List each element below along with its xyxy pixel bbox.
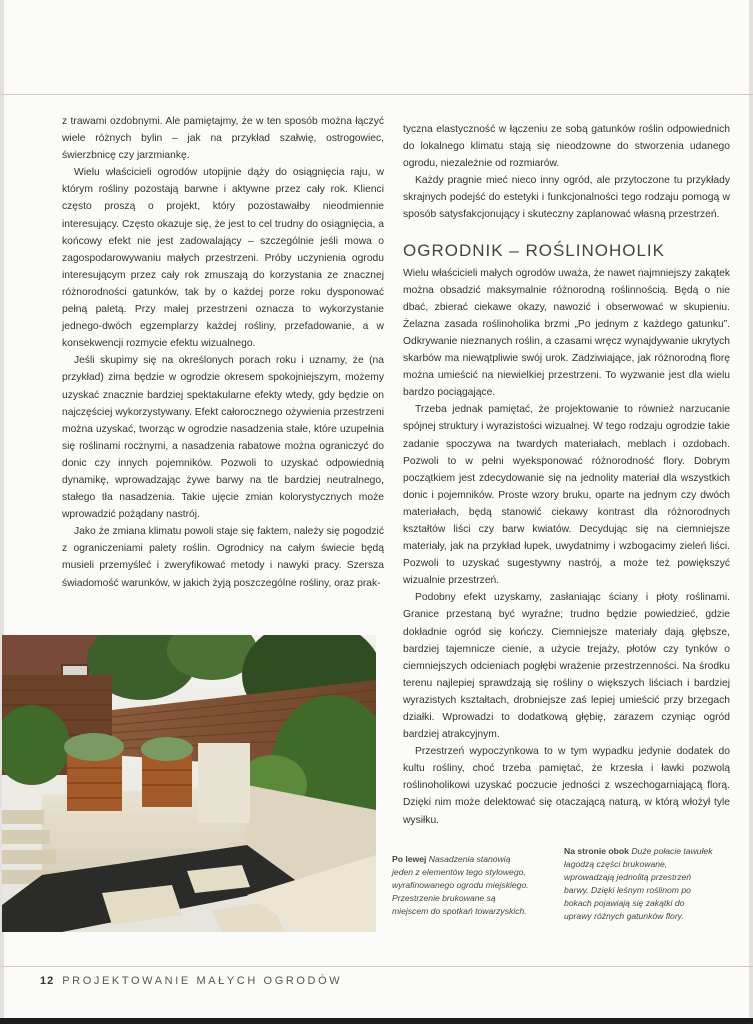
paragraph: tyczna elastyczność w łączeniu ze sobą gatunków roślin odpowiednich do lokalnego klimatu stają się nieodzowne do stworzenia udanego ogrodu, niezależnie od rozmiarów. xyxy=(403,124,730,170)
left-text-column xyxy=(62,113,384,592)
scan-border xyxy=(0,1018,753,1024)
paragraph: Wielu właścicieli ogrodów utopijnie dąży do osiągnięcia raju, w którym rośliny pozostają barwne i aktywne przez cały rok. Klienci często proszą o projekt, który pozostawałby nieodmiennie interesujący. Często okazuje się, że jest to cel trudny do osiągnięcia, a końcowy efekt nie jest zadowalający – szczególnie jeśli mowa o zagospodarowywaniu małych przestrzeni. Próby uczynienia ogrodu interesującym przez cały rok zmuszają do korzystania ze znacznej różnorodności gatunków, tak by o każdej porze roku dysponować pełną paletą. Przy małej przestrzeni oznacza to wykorzystanie jednego-dwóch egzemplarzy każdej rośliny, przefadowanie, a w konsekwencji rozmycie efektu wizualnego. xyxy=(62,167,384,350)
paragraph: Wielu właścicieli małych ogrodów uważa, że nawet najmniejszy zakątek można obsadzić maksymalnie różnorodną roślinnością. Będą o nie dbać, zbierać ciekawe okazy, nawozić i obserwować w skupieniu. Żelazna zasada roślinoholika brzmi „Po jednym z każdego gatunku”. Odkrywanie nieznanych roślin, a czasami wręcz wynajdywanie ukrytych skarbów ma niewątpliwie swój urok. Zadziwiające, jak różnorodną florę można umieścić na niewielkiej przestrzeni. To wyzwanie jest dla wielu bardzo pociągające. xyxy=(403,267,730,399)
paragraph: Trzeba jednak pamiętać, że projektowanie to również narzucanie spójnej struktury i wyrazistości wizualnej. W tego rodzaju ogrodzie takie zadanie spoczywa na twardych materiałach, meblach i ozdobach. Pozwoli to w pełni wyeksponować różnorodność flory. Dobrym początkiem jest zdecydowanie się na jednolity materiał dla wszystkich donic i pojemników. Proste wzory bruku, oparte na jednym czy dwóch materiałach, będą stanowić ciekawy kontrast dla różnorodnych kształtów liści czy barw kwiatów. Decydując się na ciemniejsze materiały, jak na przykład łupek, uwydatnimy i wzbogacimy zieleń liści. Pozwoli to uzyskać sugestywny nastrój, a może też powiększyć wizualnie przestrzeń. xyxy=(403,404,730,587)
paragraph: Przestrzeń wypoczynkowa to w tym wypadku jedynie dodatek do kultu rośliny, choć trzeba pamiętać, że krzesła i ławki pozwolą roślinoholikowi uzyskać poczucie jedności z wszechogarniającą florą. Dzięki nim może delektować się otaczającą naturą, w którą włożył tyle wysiłku. xyxy=(403,746,730,826)
top-rule xyxy=(0,94,753,95)
paragraph: Każdy pragnie mieć nieco inny ogród, ale przytoczone tu przykłady skrajnych podejść do estetyki i funkcjonalności tego rodzaju pomogą w sposób satysfakcjonujący i skuteczny zaplanować własną przestrzeń. xyxy=(403,175,730,221)
photo-caption-right xyxy=(564,845,714,923)
section-heading: OGRODNIK – ROŚLINOHOLIK xyxy=(403,240,665,260)
caption-lead: Po lewej xyxy=(392,854,427,864)
paragraph: Podobny efekt uzyskamy, zasłaniając ściany i płoty roślinami. Granice przestaną być wyraźne; trudno będzie powiedzieć, gdzie dokładnie ogród się kończy. Ciemniejsze materiały dają głębsze, bardziej tajemnicze cienie, a użycie trejaży, płotów czy tynków o ciemniejszych odcieniach pogłębi wrażenie przestrzenności. Na środku terenu najlepiej sprawdzają się rośliny o większych liściach i bardziej wyrazistych kształtach, drobniejsze zaś lepiej umieścić przy brzegach działki. Wprowadzi to dodatkową głębię, zarazem czyniąc ogród bardziej atrakcyjnym. xyxy=(403,592,730,741)
caption-text: Nasadzenia stanowią jeden z elementów tego stylowego, wyrafinowanego ogrodu miejskiego. Przestrzenie brukowane są miejscem do spotkań towarzyskich. xyxy=(392,854,529,916)
paragraph: Jeśli skupimy się na określonych porach roku i uznamy, że (na przykład) zima będzie w ogrodzie okresem spokojniejszym, możemy uzyskać znacznie bardziej spektakularne efekty wtedy, gdy będzie on najczęściej wykorzystywany. Efekt całorocznego ożywienia przestrzeni można uzyskać, tworząc w ogrodzie nasadzenia stałe, które uzupełnia się roślinami rocznymi, a nasadzenia rabatowe można ograniczyć do donic czy innych pojemników. Pozwoli to uzyskać odpowiednią dynamikę, wprowadzając żywe barwy na tle bardziej neutralnego, stałego tła nasadzenia. Takie ujęcie zmian kolorystycznych może wprowadzić pożądany nastrój. xyxy=(62,355,384,521)
page-footer xyxy=(40,975,342,987)
running-title: PROJEKTOWANIE MAŁYCH OGRODÓW xyxy=(62,975,343,987)
garden-photo xyxy=(2,635,376,932)
photo-caption-left xyxy=(392,853,530,918)
page-number: 12 xyxy=(40,975,55,987)
paragraph: z trawami ozdobnymi. Ale pamiętajmy, że w ten sposób można łączyć wiele różnych bylin – jak na przykład szałwię, ostrogowiec, świerzbnicę czy jarzmiankę. xyxy=(62,116,384,162)
bottom-rule xyxy=(0,966,753,967)
caption-text: Duże połacie tawułek łagodzą części brukowane, wprowadzają jednolitą przestrzeń barwy. Dzięki leśnym roślinom po bokach pojawiają się zakątki do uprawy różnych gatunków flory. xyxy=(564,846,713,921)
paragraph: Jako że zmiana klimatu powoli staje się faktem, należy się pogodzić z ograniczeniami palety roślin. Ogrodnicy na całym świecie będą musieli przemyśleć i zweryfikować metody i nawyki pracy. Szersza świadomość warunków, w jakich żyją poszczególne rośliny, oraz prak- xyxy=(62,526,384,589)
caption-lead: Na stronie obok xyxy=(564,846,629,856)
right-text-column xyxy=(403,121,730,829)
page-edge-right xyxy=(749,0,753,1024)
